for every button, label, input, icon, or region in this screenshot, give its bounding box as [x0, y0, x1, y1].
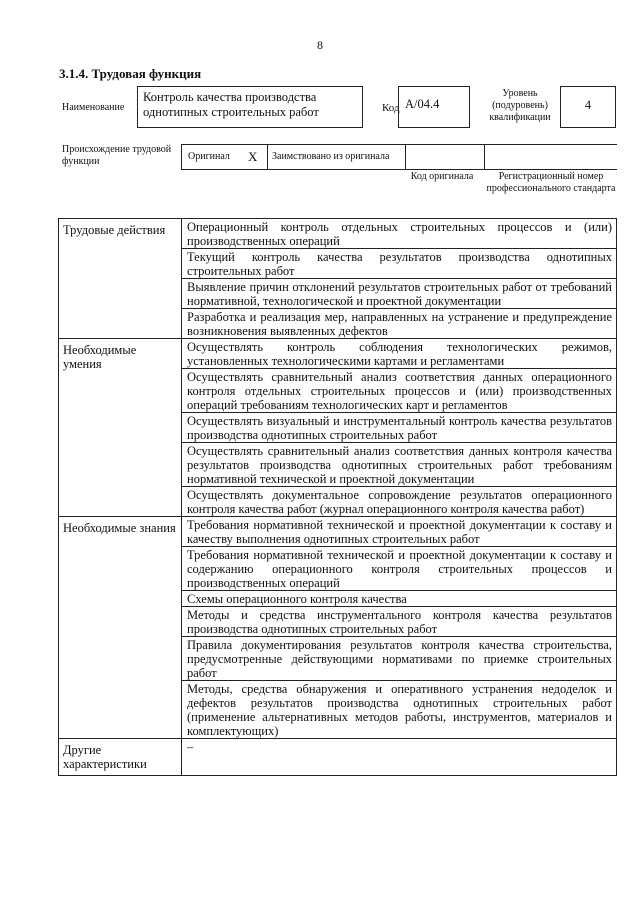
table-row — [59, 219, 617, 249]
item-cell: Текущий контроль качества результатов производства однотипных строительных работ — [182, 249, 617, 279]
item-cell: Осуществлять визуальный и инструментальный контроль качества результатов производства однотипных строительных работ — [182, 413, 617, 443]
origin-label: Происхождение трудовой функции — [62, 144, 172, 167]
item-cell: – — [182, 739, 617, 776]
item-cell: Требования нормативной технической и проектной документации к составу и качеству выполнения однотипных строительных работ — [182, 517, 617, 547]
code-label: Код — [382, 102, 400, 114]
item-cell: Правила документирования результатов контроля качества строительства, предусмотренные действующими нормативами по приемке строительных работ — [182, 637, 617, 681]
original-code-caption: Код оригинала — [410, 171, 474, 182]
item-cell: Требования нормативной технической и проектной документации к составу и содержанию операционного контроля строительных процессов и производственных операций — [182, 547, 617, 591]
qualification-level-label: Уровень (подуровень) квалификации — [489, 88, 551, 123]
section-title: 3.1.4. Трудовая функция — [59, 66, 202, 81]
qualification-level-value: 4 — [560, 86, 616, 128]
page-number: 8 — [317, 38, 323, 52]
category-cell: Другие характеристики — [59, 739, 182, 776]
item-cell: Осуществлять сравнительный анализ соответствия данных контроля качества результатов производства однотипных строительных работ требованиям нормативной технической и проектной документации — [182, 443, 617, 487]
item-cell: Методы и средства инструментального контроля качества результатов производства однотипных строительных работ — [182, 607, 617, 637]
origin-divider — [181, 144, 182, 169]
item-cell: Операционный контроль отдельных строительных процессов и (или) производственных операций — [182, 219, 617, 249]
origin-top-line — [181, 144, 617, 145]
origin-divider — [484, 144, 485, 169]
origin-bottom-line — [181, 169, 617, 170]
original-mark: X — [248, 149, 258, 164]
item-cell: Осуществлять сравнительный анализ соответствия данных операционного контроля отдельных строительных процессов и (или) производственных операций требованиям технологических карт и регламентов — [182, 369, 617, 413]
item-cell: Выявление причин отклонений результатов строительных работ от требований нормативной, технологической и проектной документации — [182, 279, 617, 309]
item-cell: Методы, средства обнаружения и оперативного устранения недоделок и дефектов результатов производства однотипных строительных работ (применение альтернативных методов работы, инструментов, материалов и комплектующих) — [182, 681, 617, 739]
item-cell: Схемы операционного контроля качества — [182, 591, 617, 607]
category-cell: Трудовые действия — [59, 219, 182, 339]
origin-divider — [267, 144, 268, 169]
function-name-value: Контроль качества производства однотипных строительных работ — [137, 86, 363, 128]
borrowed-label: Заимствовано из оригинала — [272, 151, 390, 162]
table-row — [59, 739, 617, 776]
function-table — [58, 218, 617, 776]
origin-divider — [405, 144, 406, 169]
item-cell: Осуществлять документальное сопровождение результатов операционного контроля качества работ (журнал операционного контроля качества работ) — [182, 487, 617, 517]
item-cell: Осуществлять контроль соблюдения технологических режимов, установленных технологическими картами и регламентами — [182, 339, 617, 369]
name-label: Наименование — [62, 102, 125, 113]
function-code-value: А/04.4 — [398, 86, 470, 128]
table-row — [59, 517, 617, 547]
registration-number-caption: Регистрационный номер профессионального стандарта — [486, 171, 616, 194]
item-cell: Разработка и реализация мер, направленных на устранение и предупреждение возникновения выявленных дефектов — [182, 309, 617, 339]
category-cell: Необходимые знания — [59, 517, 182, 739]
original-label: Оригинал — [188, 151, 230, 162]
category-cell: Необходимые умения — [59, 339, 182, 517]
table-row — [59, 339, 617, 369]
